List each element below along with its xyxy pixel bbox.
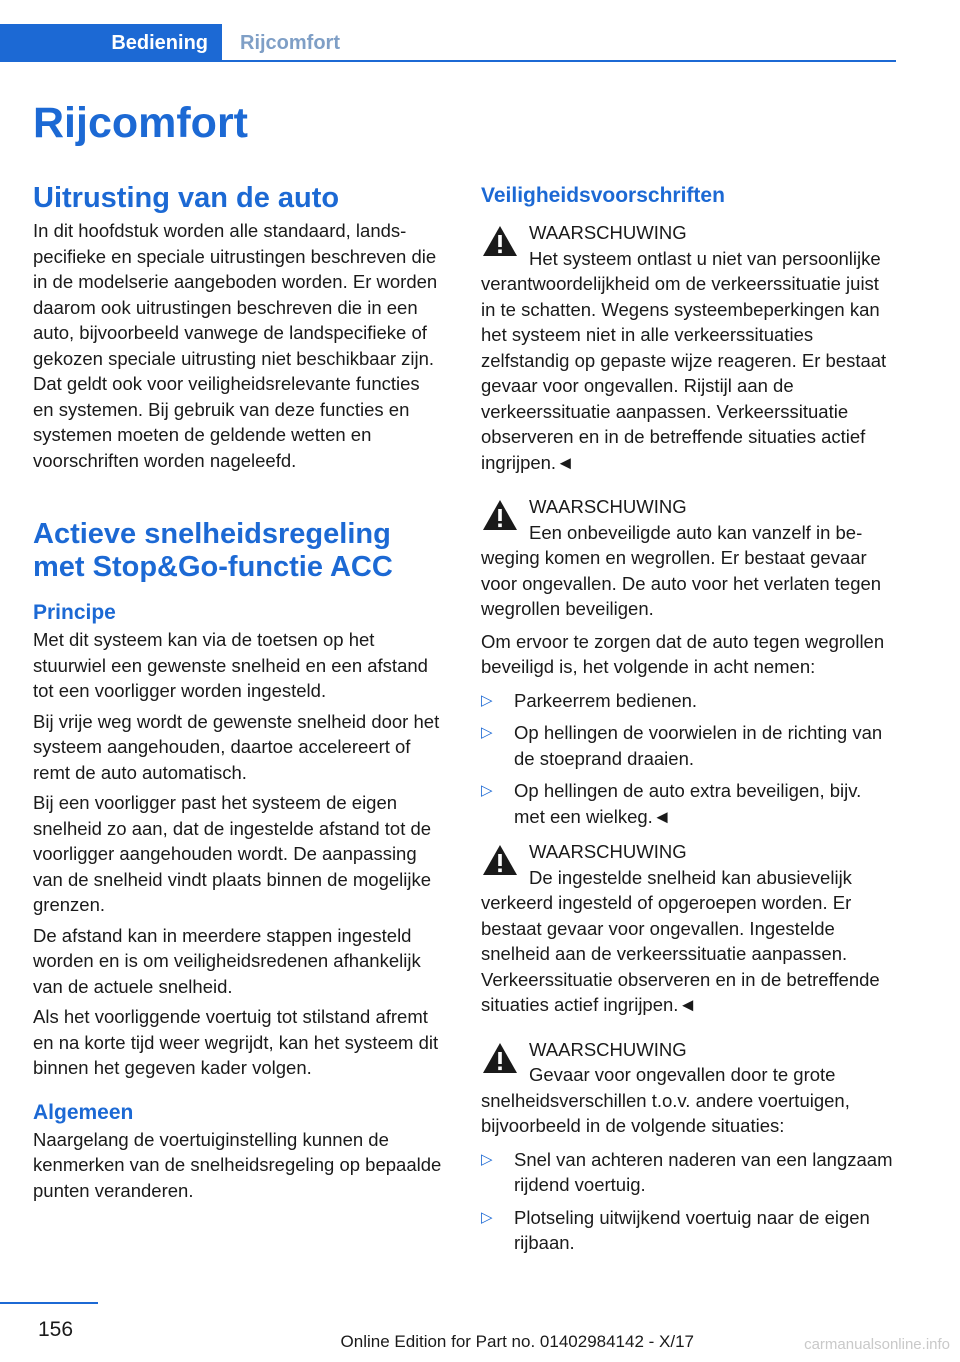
heading-equipment: Uitrusting van de auto <box>33 182 340 214</box>
list-item: ▷ Op hellingen de voorwielen in de richting van de stoeprand draaien. <box>481 722 883 769</box>
warning-text-4: Gevaar voor ongevallen door te grote snelheidsverschillen t.o.v. andere voertuigen, bijvoorbeeld in de volgende situaties: <box>481 1064 850 1136</box>
warning-label: WAARSCHUWING <box>529 841 687 862</box>
warning-triangle-icon <box>481 1041 519 1075</box>
paragraph-principe-2: Bij vrije weg wordt de gewenste snelheid door het systeem aangehouden, daartoe accelereert of remt de auto automatisch. <box>33 710 440 783</box>
warning-text-3: De ingestelde snelheid kan abusievelijk verkeerd ingesteld of opgeroepen worden. Er bestaat gevaar voor ongevallen. Ingestelde snelheid aan de verkeerssituatie aanpassen. Verkeerssituatie observeren en in de betreffende situaties actief ingrijpen.◄ <box>481 866 880 1015</box>
list-item: ▷ Parkeerrem bedienen. <box>481 688 895 714</box>
bullet-triangle-icon: ▷ <box>481 724 493 741</box>
speed-list <box>481 1147 895 1256</box>
secure-list <box>481 688 895 830</box>
heading-safety: Veiligheidsvoorschriften <box>481 184 725 207</box>
bullet-triangle-icon: ▷ <box>481 782 493 799</box>
warning-label: WAARSCHUWING <box>529 1038 687 1060</box>
header-divider <box>0 60 896 62</box>
tab-bediening[interactable]: Bediening <box>0 24 222 62</box>
paragraph-principe-4: De afstand kan in meerdere stappen ingesteld worden en is om veiligheidsredenen afhankelijk van de actuele snelheid. <box>33 924 421 997</box>
paragraph-algemeen: Naargelang de voertuiginstelling kunnen de kenmerken van de snelheidsregeling op bepaalde punten veranderen. <box>33 1128 442 1201</box>
warning-block-2 <box>481 494 895 622</box>
right-column <box>481 182 895 1263</box>
warning-label: WAARSCHUWING <box>529 222 687 243</box>
bullet-triangle-icon: ▷ <box>481 1150 493 1168</box>
warning-triangle-icon <box>481 224 519 258</box>
warning-label: WAARSCHUWING <box>529 496 687 517</box>
page-title: Rijcomfort <box>33 99 248 147</box>
paragraph-principe-1: Met dit systeem kan via de toetsen op het stuurwiel een gewenste snelheid en een afstand tot een voorligger worden ingesteld. <box>33 629 428 701</box>
heading-algemeen: Algemeen <box>33 1100 134 1124</box>
list-item: ▷ Snel van achteren naderen van een langzaam rijdend voertuig. <box>481 1148 893 1195</box>
warning-triangle-icon <box>481 498 519 532</box>
paragraph-equipment: In dit hoofdstuk worden alle standaard, landspecifieke en speciale uitrustingen beschreven die in de modelserie aangeboden worden. Er worden daarom ook uitrustingen beschreven die in een auto, bijvoorbeeld vanwege de landspecifieke of gekozen speciale uitrusting niet beschikbaar zijn. Dat geldt ook voor veiligheidsrelevante functies en systemen. Bij gebruik van deze functies en systemen moeten de geldende wetten en voorschriften worden nageleefd. <box>33 220 438 471</box>
bullet-triangle-icon: ▷ <box>481 691 493 709</box>
warning-block-1 <box>481 220 895 475</box>
paragraph-principe-5: Als het voorliggende voertuig tot stilstand afremt en na korte tijd weer wegrijdt, kan het systeem dit binnen het gegeven kader volgen. <box>33 1006 439 1078</box>
footer-divider <box>0 1302 98 1304</box>
tab-rijcomfort[interactable]: Rijcomfort <box>240 32 340 54</box>
paragraph-secure: Om ervoor te zorgen dat de auto tegen wegrollen beveiligd is, het volgende in acht nemen: <box>481 630 885 677</box>
warning-text-2: Een onbeveiligde auto kan vanzelf in beweging komen en wegrollen. Er bestaat gevaar voor ongevallen. De auto voor het verlaten tegen wegrollen beveiligen. <box>481 521 882 619</box>
warning-block-4 <box>481 1037 895 1139</box>
bullet-triangle-icon: ▷ <box>481 1208 493 1226</box>
heading-principe: Principe <box>33 601 116 624</box>
paragraph-principe-3: Bij een voorligger past het systeem de eigen snelheid zo aan, dat de ingestelde afstand tot de voorligger aangehouden wordt. De aanpassing van de snelheid vindt plaats binnen de mogelijke grenzen. <box>33 792 432 915</box>
left-column <box>33 182 445 1203</box>
watermark: carmanualsonline.info <box>804 1336 950 1353</box>
warning-block-3 <box>481 839 895 1018</box>
heading-acc: Actieve snelheidsregeling met Stop&Go-functie ACC <box>33 518 393 583</box>
list-item: ▷ Op hellingen de auto extra beveiligen, bijv. met een wielkeg.◄ <box>481 780 862 827</box>
warning-triangle-icon <box>481 843 519 877</box>
list-item: ▷ Plotseling uitwijkend voertuig naar de eigen rijbaan. <box>481 1206 870 1253</box>
warning-text-1: Het systeem ontlast u niet van persoonlijke verantwoordelijkheid om de verkeerssituatie juist in te schatten. Wegens systeembeperkingen kan het systeem niet in alle verkeerssituaties zelfstandig op gepaste wijze reageren. Er bestaat gevaar voor ongevallen. Rijstijl aan de verkeerssituatie aanpassen. Verkeerssituatie observeren en in de betreffende situaties actief ingrijpen.◄ <box>481 247 887 473</box>
header-bar <box>0 0 960 62</box>
page-number: 156 <box>38 1318 74 1341</box>
edition-note: Online Edition for Part no. 01402984142 - X/17 <box>340 1332 694 1351</box>
